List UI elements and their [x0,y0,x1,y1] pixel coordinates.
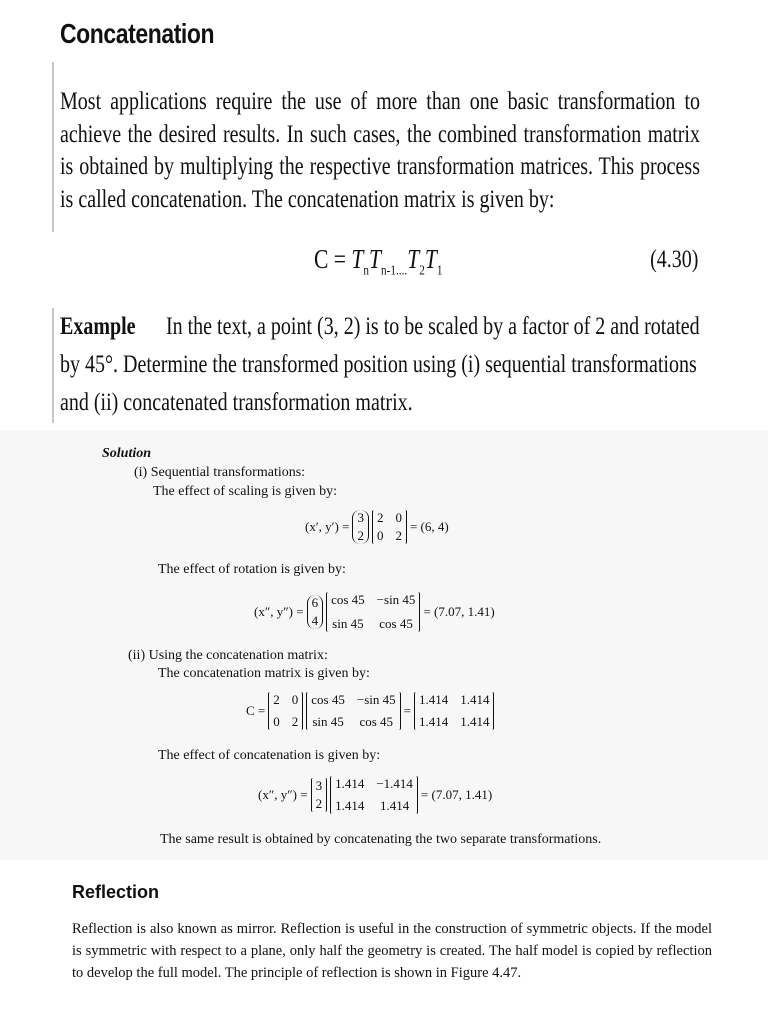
equation-number: (4.30) [649,246,698,273]
part2-title: (ii) Using the concatenation matrix: [128,648,328,663]
scan-edge-mark [52,308,54,423]
scan-edge-mark [52,62,54,232]
solution-title: Solution [102,446,152,461]
effect-text: The effect of concatenation is given by: [158,748,381,763]
example-text: In the text, a point (3, 2) is to be scaled by a factor of 2 and rotated by 45°. Determine the transformed position using (i) sequential transformations and (ii) concatenated transformation matrix. [60,313,700,416]
concatenation-matrix-equation: C = 2 0 0 2 cos 45 −sin 45 sin 45 cos 45 = 1.414 1.414 1.414 1.414 [246,692,494,730]
concatenation-equation: $C = T_nT_{n-1....}T_2T_1$ [314,244,443,279]
section-heading-reflection: Reflection [72,882,160,902]
example-block [60,308,700,422]
scaling-equation: (x′, y′) = 3 2 2 0 0 2 = (6, 4) [305,510,449,543]
concat-text: The concatenation matrix is given by: [158,666,370,681]
rotation-equation: (x″, y″) = 6 4 cos 45 −sin 45 sin 45 cos 45 = (7.07, 1.41) [254,592,495,631]
part1-title: (i) Sequential transformations: [134,465,306,480]
section-heading-concatenation: Concatenation [60,18,215,49]
intro-paragraph: Most applications require the use of more than one basic transformation to achieve the desired results. In such cases, the combined transformation matrix is obtained by multiplying the respective transformation matrices. This process is called concatenation. The concatenation matrix is given by: [60,88,700,213]
reflection-paragraph: Reflection is also known as mirror. Reflection is useful in the construction of symmetric objects. If the model is symmetric with respect to a plane, only half the geometry is created. The half model is copied by reflection to develop the full model. The principle of reflection is shown in Figure 4.47. [72,921,712,981]
concatenation-effect-equation: (x″, y″) = 3 2 1.414 −1.414 1.414 1.414 = (7.07, 1.41) [258,776,493,813]
rotation-text: The effect of rotation is given by: [158,562,346,577]
scaling-text: The effect of scaling is given by: [153,484,338,499]
example-label: Example [60,313,136,340]
conclusion-text: The same result is obtained by concatenating the two separate transformations. [160,832,602,847]
